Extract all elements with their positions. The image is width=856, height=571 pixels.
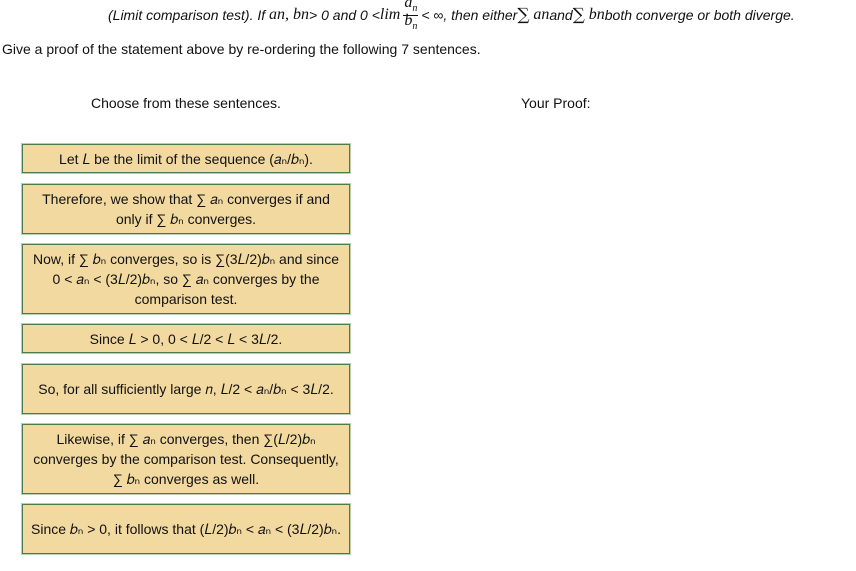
proof-drop-area[interactable]: [410, 130, 840, 560]
sentence-card-7[interactable]: Since 𝑏ₙ > 0, it follows that (𝐿/2)𝑏ₙ < 𝑎ₙ < (3𝐿/2)𝑏ₙ.: [22, 504, 350, 554]
instructions-text: Give a proof of the statement above by re-ordering the following 7 sentences.: [2, 41, 481, 57]
your-proof-heading: Your Proof:: [521, 95, 591, 111]
sentence-card-3[interactable]: Now, if ∑ 𝑏ₙ converges, so is ∑(3𝐿/2)𝑏ₙ and since 0 < 𝑎ₙ < (3𝐿/2)𝑏ₙ, so ∑ 𝑎ₙ converges by the comparison test.: [22, 244, 350, 314]
sentence-card-6[interactable]: Likewise, if ∑ 𝑎ₙ converges, then ∑(𝐿/2)𝑏ₙ converges by the comparison test. Consequently, ∑ 𝑏ₙ converges as well.: [22, 424, 350, 494]
choose-sentences-heading: Choose from these sentences.: [91, 95, 281, 111]
sentence-card-2[interactable]: Therefore, we show that ∑ 𝑎ₙ converges if and only if ∑ 𝑏ₙ converges.: [22, 184, 350, 234]
theorem-statement: (Limit comparison test). If a n , b n > 0 and 0 < lim $\frac{a_n}{b_n}$ < ∞, then either ∑ a n and ∑ b n both converge or both diverge.: [108, 0, 795, 32]
limit-fraction: $\frac{a_n}{b_n}$: [404, 0, 418, 32]
sentence-card-1[interactable]: Let 𝐿 be the limit of the sequence (𝑎ₙ/𝑏ₙ).: [22, 144, 350, 173]
sentence-card-5[interactable]: So, for all sufficiently large 𝑛, 𝐿/2 < 𝑎ₙ/𝑏ₙ < 3𝐿/2.: [22, 364, 350, 414]
sentence-card-4[interactable]: Since 𝐿 > 0, 0 < 𝐿/2 < 𝐿 < 3𝐿/2.: [22, 324, 350, 353]
